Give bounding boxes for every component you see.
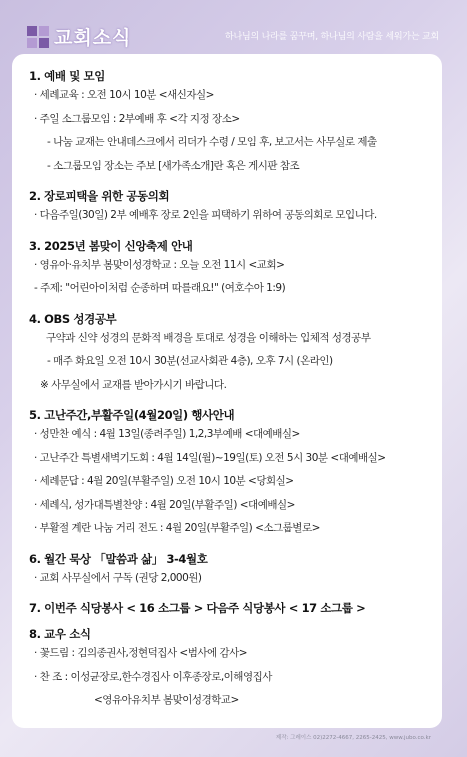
news-card [12,54,442,728]
item-line: · 꽃드림 : 김의종권사,정현덕집사 <범사에 감사> [34,647,248,659]
logo-icon [27,26,49,48]
header [0,0,467,52]
section-heading: 6. 월간 묵상 「말씀과 삶」 3-4월호 [29,551,208,566]
item-line: · 영유아·유치부 봄맞이성경학교 : 오늘 오전 11시 <교회> [34,258,285,271]
item-line: - 주제: "어린아이처럼 순종하며 따를래요!" (여호수아 1:9) [34,282,286,294]
tagline: 하나님의 나라를 꿈꾸며, 하나님의 사람을 세워가는 교회 [225,32,439,42]
item-line: · 주일 소그룹모임 : 2부예배 후 <각 지정 장소> [34,112,240,125]
item-line: · 교회 사무실에서 구독 (권당 2,000원) [34,571,202,584]
notice-line: ※ 사무실에서 교재를 받아가시기 바랍니다. [40,378,227,391]
item-line: 구약과 신약 성경의 문화적 배경을 토대로 성경을 이해하는 입체적 성경공부 [46,331,371,344]
item-line: · 부활절 계란 나눔 거리 전도 : 4월 20일(부활주일) <소그룹별로> [34,522,320,534]
item-line: · 다음주일(30일) 2부 예배후 장로 2인을 피택하기 위하여 공동의회로 모입니다. [34,209,377,221]
footer-credit: 제작: 그레이스 02)2272-4667, 2265-2425, www.jubo.co.kr [275,735,431,741]
item-line: - 소그룹모임 장소는 주보 [새가족소개]란 혹은 게시판 참조 [47,159,300,172]
section-heading: 5. 고난주간,부활주일(4월20일) 행사안내 [29,408,235,422]
news-content [29,68,439,713]
section-heading: 1. 예배 및 모임 [29,69,105,83]
item-line: · 성만찬 예식 : 4월 13일(종려주일) 1,2,3부예배 <대예배실> [34,428,300,440]
item-line: - 매주 화요일 오전 10시 30분(선교사회관 4층), 오후 7시 (온라인) [47,355,333,367]
section-heading: 7. 이번주 식당봉사 < 16 소그룹 > 다음주 식당봉사 < 17 소그룹 > [29,601,366,615]
item-line: · 세례문답 : 4월 20일(부활주일) 오전 10시 10분 <당회실> [34,475,294,487]
item-line: · 고난주간 특별새벽기도회 : 4월 14일(월)~19일(토) 오전 5시 30분 <대예배실> [34,451,386,464]
section-heading: 4. OBS 성경공부 [29,311,117,326]
section-heading: 2. 장로피택을 위한 공동의회 [29,189,170,203]
item-line: <영유아유치부 봄맞이성경학교> [94,694,239,706]
page-title: 교회소식 [54,27,132,49]
item-line: · 세례식, 성가대특별찬양 : 4월 20일(부활주일) <대예배실> [34,498,295,511]
section-heading: 8. 교우 소식 [29,627,91,641]
item-line: · 찬 조 : 이성균장로,한수경집사 이후종장로,이해영집사 [34,670,272,683]
item-line: · 세례교육 : 오전 10시 10분 <새신자실> [34,89,214,101]
section-heading: 3. 2025년 봄맞이 신앙축제 안내 [29,238,193,253]
item-line: - 나눔 교재는 안내데스크에서 리더가 수령 / 모임 후, 보고서는 사무실로 제출 [47,136,377,148]
